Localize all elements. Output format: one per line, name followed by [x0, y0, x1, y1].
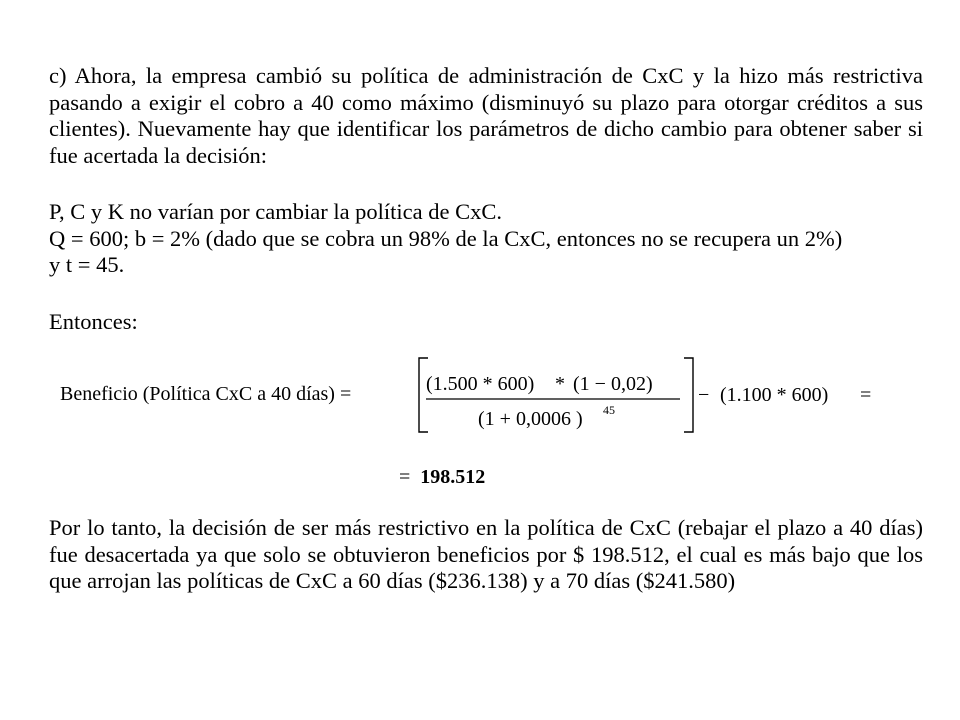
- formula-equals: =: [860, 384, 872, 406]
- params-line-2: Q = 600; b = 2% (dado que se cobra un 98% de la CxC, entonces no se recupera un 2%): [49, 225, 843, 251]
- numerator-part2: (1 − 0,02): [573, 373, 653, 395]
- formula-label: Beneficio (Política CxC a 40 días) =: [60, 383, 352, 405]
- entonces-label: Entonces:: [49, 309, 138, 334]
- params-line-3: y t = 45.: [49, 252, 125, 277]
- minus-sign: −: [698, 384, 710, 406]
- numerator-times: *: [555, 373, 565, 395]
- result-value: 198.512: [420, 466, 486, 488]
- subtracted-term: (1.100 * 600): [720, 384, 829, 406]
- left-bracket: [419, 358, 428, 432]
- result-line: [399, 466, 485, 489]
- denominator-base: (1 + 0,0006 ): [478, 408, 583, 430]
- intro-paragraph: c) Ahora, la empresa cambió su política de administración de CxC y la hizo más restrictiva pasando a exigir el cobro a 40 como máximo (disminuyó su plazo para otorgar créditos a sus clientes). Nuevamente hay que identificar los parámetros de dicho cambio para obtener saber si fue acertada la decisión:: [49, 63, 923, 168]
- numerator-part1: (1.500 * 600): [426, 373, 535, 395]
- result-equals: =: [399, 466, 411, 488]
- conclusion-paragraph: Por lo tanto, la decisión de ser más restrictivo en la política de CxC (rebajar el plazo a 40 días) fue desacertada ya que solo se obtuvieron beneficios por $ 198.512, el cual es más bajo que los que arrojan las políticas de CxC a 60 días ($236.138) y a 70 días ($241.580): [49, 515, 923, 593]
- right-bracket: [684, 358, 693, 432]
- params-line-1: P, C y K no varían por cambiar la política de CxC.: [49, 199, 503, 224]
- denominator-exponent: 45: [603, 403, 615, 417]
